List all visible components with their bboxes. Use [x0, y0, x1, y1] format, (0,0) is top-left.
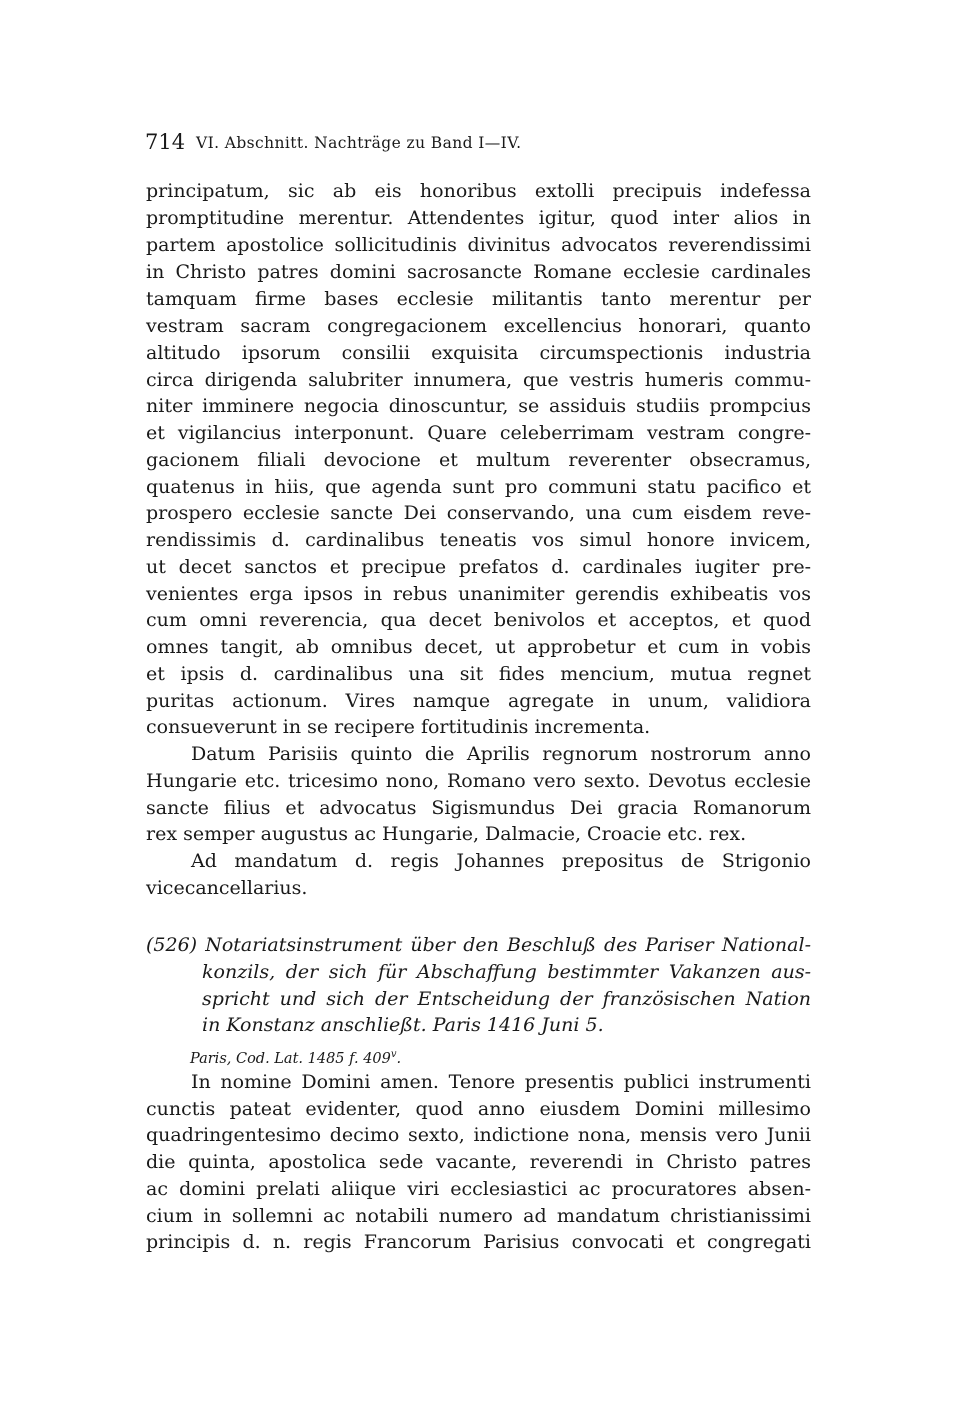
text-line: principis d. n. regis Francorum Parisius convocati et congregati: [146, 1231, 811, 1253]
text-line: cum omni reverencia, qua decet benivolos et acceptos, et quod: [146, 609, 811, 631]
entry-heading-line: konzils, der sich für Abschaffung bestimmter Vakanzen aus-: [202, 961, 811, 983]
text-line: puritas actionum. Vires namque agregate in unum, validiora: [146, 690, 811, 712]
text-line: principatum, sic ab eis honoribus extolli precipuis indefessa: [146, 180, 811, 202]
source-superscript: v: [390, 1049, 397, 1060]
text-line: quatenus in hiis, que agenda sunt pro communi statu pacifico et: [146, 476, 811, 498]
text-line: niter imminere negocia dinoscuntur, se assiduis studiis prompcius: [146, 395, 811, 417]
running-head: VI. Abschnitt. Nachträge zu Band I—IV.: [196, 134, 522, 152]
text-line: ac domini prelati aliique viri ecclesiastici ac procuratores absen-: [146, 1178, 811, 1200]
text-line: die quinta, apostolica sede vacante, reverendi in Christo patres: [146, 1151, 811, 1173]
page-header: [145, 130, 815, 160]
text-line: sancte filius et advocatus Sigismundus Dei gracia Romanorum: [146, 797, 811, 819]
text-line: omnes tangit, ab omnibus decet, ut approbetur et cum in vobis: [146, 636, 811, 658]
text-line: et ipsis d. cardinalibus una sit fides mencium, mutua regnet: [146, 663, 811, 685]
text-line: prospero ecclesie sancte Dei conservando, una cum eisdem reve-: [146, 502, 811, 524]
text-line: tamquam firme bases ecclesie militantis tanto merentur per: [146, 288, 811, 310]
text-line: circa dirigenda salubriter innumera, que vestris humeris commu-: [146, 369, 811, 391]
text-line: ut decet sanctos et precipue prefatos d. cardinales iugiter pre-: [146, 556, 811, 578]
text-line: partem apostolice sollicitudinis divinitus advocatos reverendissimi: [146, 234, 811, 256]
text-line: consueverunt in se recipere fortitudinis incrementa.: [146, 716, 651, 738]
text-line: Hungarie etc. tricesimo nono, Romano vero sexto. Devotus ecclesie: [146, 770, 811, 792]
text-line: vestram sacram congregacionem excellencius honorari, quanto: [146, 315, 811, 337]
text-line: In nomine Domini amen. Tenore presentis publici instrumenti: [191, 1071, 811, 1093]
text-line: promptitudine merentur. Attendentes igitur, quod inter alios in: [146, 207, 811, 229]
entry-heading-line: (526) Notariatsinstrument über den Beschluß des Pariser National-: [146, 934, 811, 956]
text-line: Ad mandatum d. regis Johannes prepositus de Strigonio: [191, 850, 811, 872]
text-line: quadringentesimo decimo sexto, indictione nona, mensis vero Junii: [146, 1124, 811, 1146]
text-line: Datum Parisiis quinto die Aprilis regnorum nostrorum anno: [191, 743, 811, 765]
page-number: 714: [145, 130, 186, 154]
text-line: et vigilancius interponunt. Quare celeberrimam vestram congre-: [146, 422, 811, 444]
text-line: altitudo ipsorum consilii exquisita circumspectionis industria: [146, 342, 811, 364]
source-citation: Paris, Cod. Lat. 1485 f. 409$^v$.: [190, 1049, 402, 1067]
entry-heading-line: in Konstanz anschließt. Paris 1416 Juni 5.: [202, 1014, 604, 1036]
text-line: venientes erga ipsos in rebus unanimiter gerendis exhibeatis vos: [146, 583, 811, 605]
text-line: cium in sollemni ac notabili numero ad mandatum christianissimi: [146, 1205, 811, 1227]
text-line: vicecancellarius.: [146, 877, 308, 899]
text-line: rendissimis d. cardinalibus teneatis vos simul honore invicem,: [146, 529, 811, 551]
text-line: cunctis pateat evidenter, quod anno eiusdem Domini millesimo: [146, 1098, 811, 1120]
text-line: rex semper augustus ac Hungarie, Dalmacie, Croacie etc. rex.: [146, 823, 747, 845]
text-line: gacionem filiali devocione et multum reverenter obsecramus,: [146, 449, 811, 471]
entry-heading-line: spricht und sich der Entscheidung der französischen Nation: [202, 988, 811, 1010]
source-text: Paris, Cod. Lat. 1485 f. 409: [190, 1050, 391, 1067]
text-line: in Christo patres domini sacrosancte Romane ecclesie cardinales: [146, 261, 811, 283]
